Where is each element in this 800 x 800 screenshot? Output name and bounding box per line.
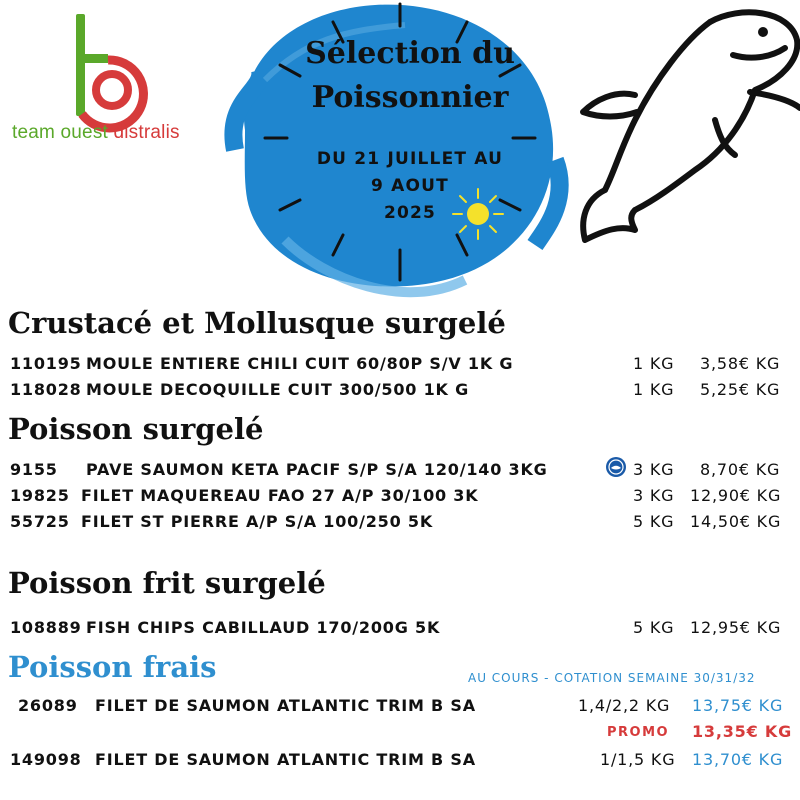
product-row [0,380,800,404]
product-code: 26089 [18,696,78,715]
product-code: 9155 [10,460,58,479]
product-qty: 1,4/2,2 KG [578,696,671,715]
header-dates-line3: 2025 [383,203,437,223]
product-price: 12,90€ KG [690,486,782,505]
product-row [0,618,800,642]
product-name: FISH CHIPS CABILLAUD 170/200G 5K [86,618,441,637]
product-qty: 5 KG [633,512,675,531]
section-title-poisson-frais: Poisson frais [8,650,217,684]
brand-name [12,122,180,144]
product-row [0,512,800,536]
header-title-line2: Poissonnier [311,80,509,115]
product-code: 118028 [10,380,82,399]
product-qty: 1 KG [633,380,675,399]
product-code: 19825 [10,486,70,505]
product-code: 110195 [10,354,82,373]
product-name: FILET DE SAUMON ATLANTIC TRIM B SA [95,750,476,769]
product-price: 14,50€ KG [690,512,782,531]
fish-icon [575,0,800,245]
product-name: FILET DE SAUMON ATLANTIC TRIM B SA [95,696,476,715]
product-row [0,696,800,720]
header-dates [280,146,540,227]
product-qty: 3 KG [633,460,675,479]
product-name: PAVE SAUMON KETA PACIF S/P S/A 120/140 3KG [86,460,548,479]
header-title-line1: Sélection du [305,36,515,71]
brand-part1: team ouest [12,122,108,143]
product-row [0,354,800,378]
product-code: 149098 [10,750,82,769]
price-note: AU COURS - COTATION SEMAINE 30/31/32 [468,671,756,685]
product-row [0,486,800,510]
section-title-poisson-frit: Poisson frit surgelé [8,566,326,600]
product-price: 5,25€ KG [700,380,781,399]
header-dates-line2: 9 AOUT [371,176,449,196]
section-title-crustaces: Crustacé et Mollusque surgelé [8,306,506,340]
product-qty: 1/1,5 KG [600,750,676,769]
msc-label-icon [605,456,627,478]
product-row [0,750,800,774]
promo-price: 13,35€ KG [692,722,793,741]
product-row [0,460,800,484]
product-name: MOULE ENTIERE CHILI CUIT 60/80P S/V 1K G [86,354,514,373]
product-qty: 1 KG [633,354,675,373]
brand-part2: distralis [113,122,180,143]
section-title-poisson-surgele: Poisson surgelé [8,412,264,446]
product-qty: 3 KG [633,486,675,505]
header-dates-line1: DU 21 JUILLET AU [316,149,504,169]
product-price: 13,70€ KG [692,750,784,769]
product-name: FILET ST PIERRE A/P S/A 100/250 5K [81,512,434,531]
product-price: 12,95€ KG [690,618,782,637]
product-name: MOULE DECOQUILLE CUIT 300/500 1K G [86,380,470,399]
promo-label: PROMO [607,725,670,740]
product-price: 8,70€ KG [700,460,781,479]
product-qty: 5 KG [633,618,675,637]
product-price: 3,58€ KG [700,354,781,373]
product-code: 108889 [10,618,82,637]
product-name: FILET MAQUEREAU FAO 27 A/P 30/100 3K [81,486,479,505]
header-title [270,32,550,120]
product-code: 55725 [10,512,70,531]
product-price: 13,75€ KG [692,696,784,715]
